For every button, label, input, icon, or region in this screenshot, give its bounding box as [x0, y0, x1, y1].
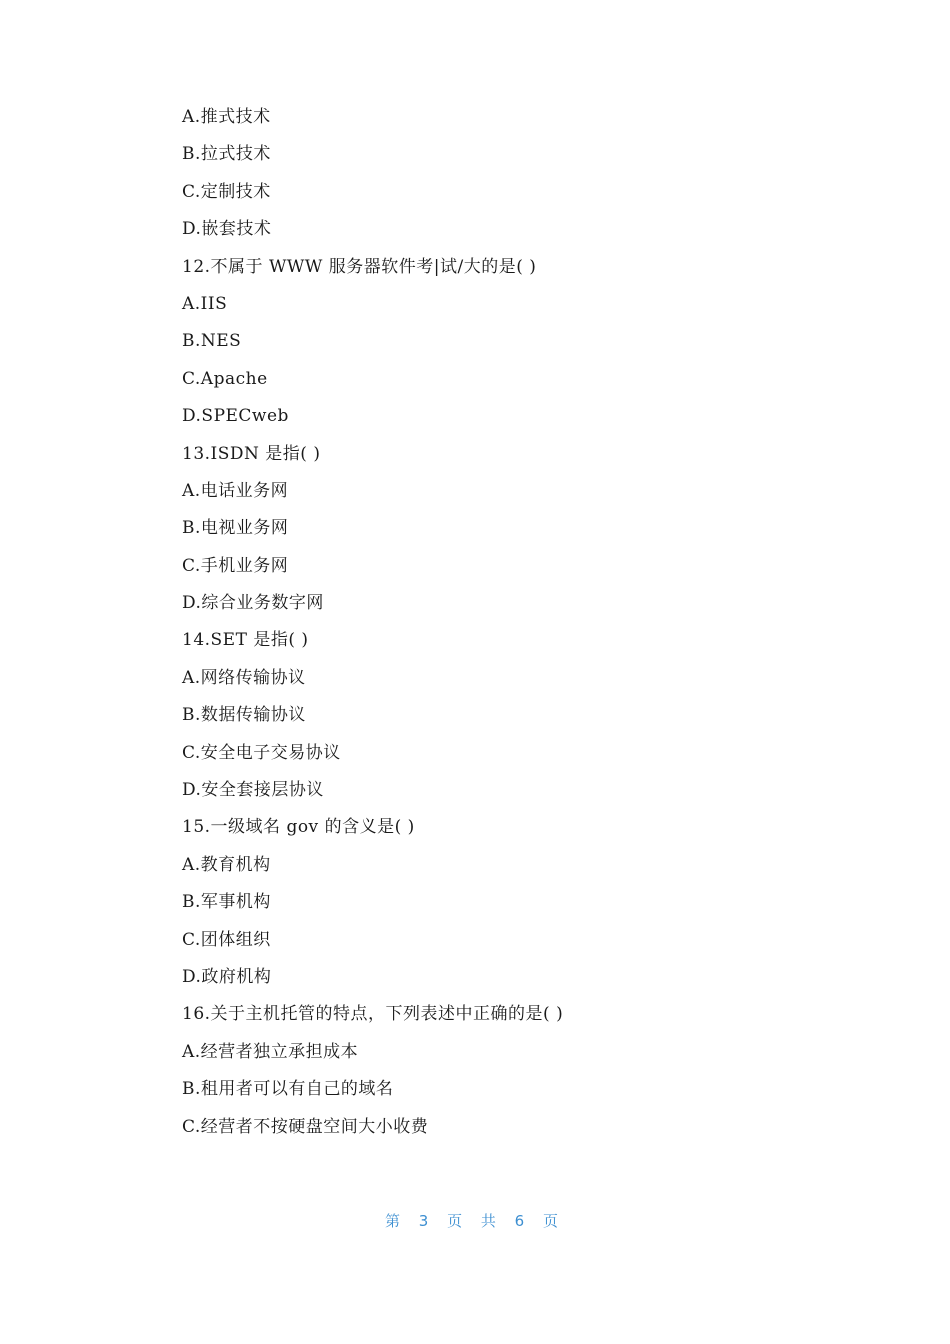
option-line: B.电视业务网 [182, 518, 289, 539]
option-line: C.Apache [182, 368, 268, 389]
page-number-footer: 第 3 页 共 6 页 [385, 1212, 565, 1230]
option-line: B.租用者可以有自己的域名 [182, 1079, 394, 1100]
question-line: 12.不属于 WWW 服务器软件考|试/大的是( ) [182, 256, 537, 277]
option-line: D.政府机构 [182, 966, 272, 987]
option-line: B.拉式技术 [182, 144, 271, 165]
option-line: A.IIS [182, 293, 228, 314]
option-line: D.综合业务数字网 [182, 593, 324, 614]
question-line: 16.关于主机托管的特点，下列表述中正确的是( ) [182, 1004, 564, 1025]
option-line: C.团体组织 [182, 929, 271, 950]
option-line: A.经营者独立承担成本 [182, 1041, 359, 1062]
question-line: 14.SET 是指( ) [182, 630, 309, 651]
option-line: C.手机业务网 [182, 555, 289, 576]
option-line: D.SPECweb [182, 406, 289, 427]
option-line: C.安全电子交易协议 [182, 742, 341, 763]
option-line: A.教育机构 [182, 854, 271, 875]
question-line: 13.ISDN 是指( ) [182, 443, 321, 464]
option-line: D.嵌套技术 [182, 219, 272, 240]
question-line: 15.一级域名 gov 的含义是( ) [182, 817, 415, 838]
question-list [182, 99, 822, 1146]
option-line: A.推式技术 [182, 107, 271, 127]
option-line: A.网络传输协议 [182, 667, 306, 688]
option-line: A.电话业务网 [182, 480, 289, 501]
option-line: D.安全套接层协议 [182, 780, 324, 801]
option-line: B.NES [182, 331, 242, 352]
option-line: B.数据传输协议 [182, 705, 306, 726]
option-line: B.军事机构 [182, 892, 271, 913]
option-line: C.经营者不按硬盘空间大小收费 [182, 1116, 429, 1137]
option-line: C.定制技术 [182, 181, 271, 202]
